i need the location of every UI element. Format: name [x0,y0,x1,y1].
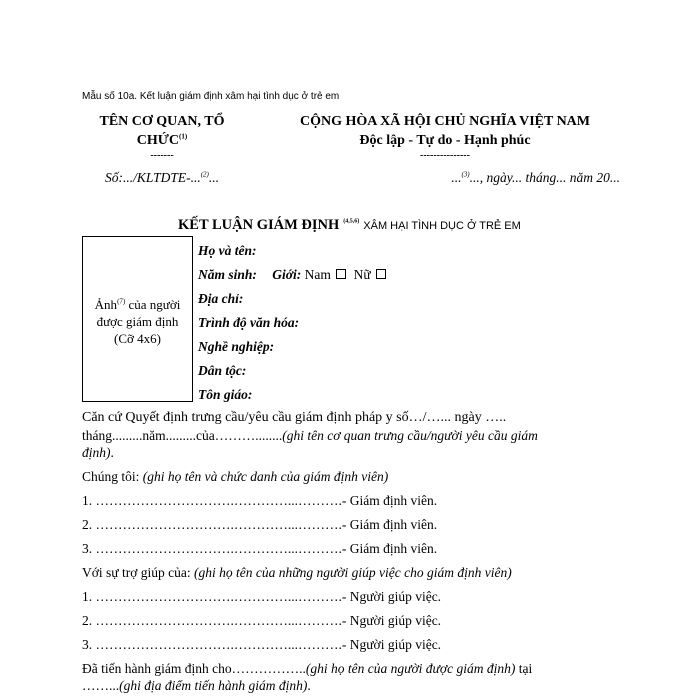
conducted-text: Đã tiến hành giám định cho…………….. [82,661,306,676]
national-header [270,112,620,162]
basis-line3-note: định) [82,445,111,460]
field-birth-year: Năm sinh: [198,267,257,282]
basis-line3-period: . [110,445,114,460]
assistants-label: Với sự trợ giúp của: [82,565,194,580]
expert-line: 3. ………………………….…………...……….- Giám định viên. [82,541,438,556]
document-number-text: Số:.../KLTDTE-... [104,170,201,185]
photo-caption [84,296,191,347]
org-name-line2 [82,131,242,150]
assistant-line: 2. ………………………….…………...……….- Người giúp việc. [82,613,442,628]
expert-line: 2. ………………………….…………...……….- Giám định viên. [82,517,438,532]
experts-label: Chúng tôi: [82,469,143,484]
field-gender: Giới: [272,267,302,282]
form-number: Mẫu số 10a. Kết luận giám định xâm hại tình dục ở trẻ em [82,91,340,102]
field-full-name: Họ và tên: [198,243,257,258]
org-divider: ------- [150,150,174,161]
field-occupation: Nghề nghiệp: [198,339,275,354]
photo-caption-size: (Cỡ 4x6) [114,331,161,346]
date-text: ..., ngày... tháng... năm 20... [469,170,620,185]
date-footnote: (3) [461,170,470,179]
assistants-heading [82,565,512,581]
field-birth-gender [198,267,386,283]
field-address: Địa chỉ: [198,291,244,306]
photo-caption-of: của người [125,297,181,312]
conducted-period: . [307,678,311,693]
date-place: ... [451,170,462,185]
organization-header [82,112,242,162]
title-subject: XÂM HẠI TÌNH DỤC Ở TRẺ EM [363,220,521,232]
assistant-line: 3. ………………………….…………...……….- Người giúp việc. [82,637,442,652]
org-name-line2-text: CHỨC [136,133,180,148]
gender-male-checkbox[interactable] [336,269,346,279]
title-main: KẾT LUẬN GIÁM ĐỊNH [178,217,340,233]
photo-caption-line2: được giám định [96,314,179,329]
expert-line: 1. ………………………….…………...……….- Giám định viên. [82,493,438,508]
experts-note: (ghi họ tên và chức danh của giám định viên) [142,469,389,484]
document-number-footnote: (2) [200,170,209,179]
field-religion: Tôn giáo: [198,387,253,402]
conducted-line2 [82,678,311,694]
country-name: CỘNG HÒA XÃ HỘI CHỦ NGHĨA VIỆT NAM [299,114,590,129]
motto-divider: --------------- [420,150,470,161]
basis-line2-text: tháng.........năm.........của………........ [82,428,283,443]
gender-male-label: Nam [304,267,331,282]
org-name-line1: TÊN CƠ QUAN, TỔ [99,114,225,129]
photo-caption-line1 [84,296,191,313]
national-motto: Độc lập - Tự do - Hạnh phúc [359,133,531,148]
document-title [178,216,521,234]
experts-heading [82,469,388,485]
conducted-line1 [82,661,532,677]
assistants-note: (ghi họ tên của những người giúp việc cho giám định viên) [193,565,512,580]
photo-caption-photo: Ảnh [94,297,118,312]
conducted-note: (ghi họ tên của người được giám định) [305,661,516,676]
date-line [380,170,620,186]
field-ethnicity: Dân tộc: [198,363,247,378]
document-number [82,170,242,186]
document-number-tail: ... [208,170,220,185]
photo-footnote: (7) [117,297,126,306]
basis-line3 [82,445,114,461]
gender-female-label: Nữ [353,267,371,282]
basis-line1: Căn cứ Quyết định trưng cầu/yêu cầu giám định pháp y số…/…... ngày ….. [82,410,507,425]
basis-line2-note: (ghi tên cơ quan trưng cầu/người yêu cầu giám [282,428,538,443]
conducted-place-note: (ghi địa điểm tiến hành giám định) [119,678,308,693]
basis-line2 [82,428,538,444]
assistant-line: 1. ………………………….…………...……….- Người giúp việc. [82,589,442,604]
gender-female-checkbox[interactable] [376,269,386,279]
org-footnote-ref: (1) [179,132,188,141]
conducted-place-dots: ……... [82,678,120,693]
conducted-at: tại [515,661,533,676]
title-footnote: (4,5,6) [343,218,360,225]
field-education: Trình độ văn hóa: [198,315,300,330]
